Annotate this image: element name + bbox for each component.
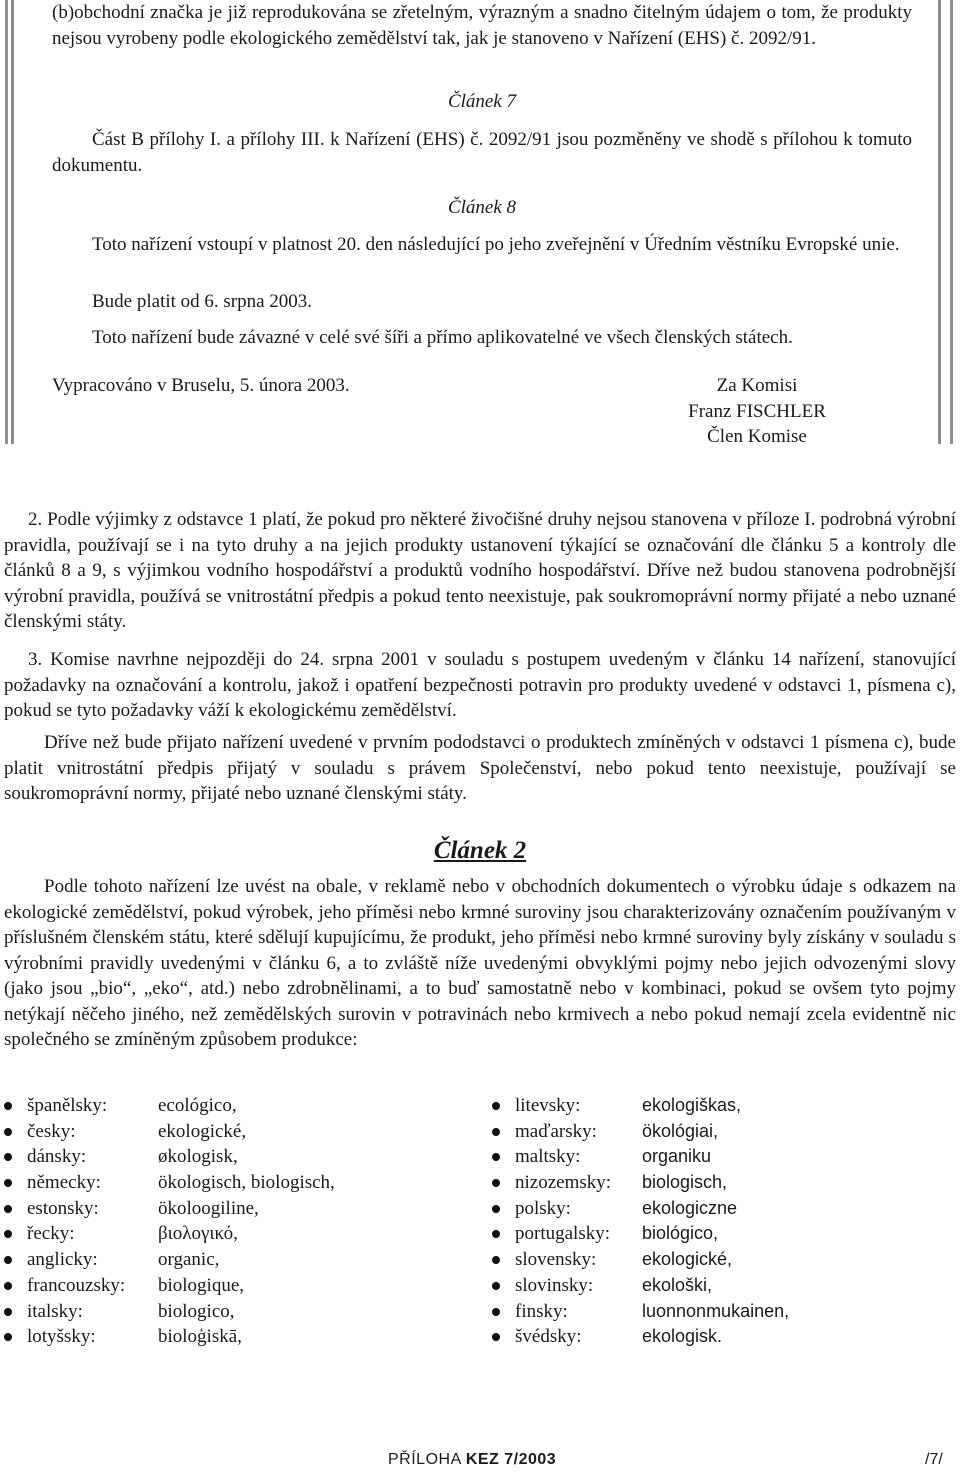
bullet-icon xyxy=(492,1128,500,1136)
binding-statement: Toto nařízení bude závazné v celé své šíři a přímo aplikovatelné ve všech členských státech. xyxy=(92,327,793,348)
list-item: nizozemsky: biologisch, xyxy=(492,1170,912,1196)
done-at: Vypracováno v Bruselu, 5. února 2003. xyxy=(52,375,350,396)
bullet-icon xyxy=(4,1153,12,1161)
bullet-icon xyxy=(492,1333,500,1341)
article-8-text: Toto nařízení vstoupí v platnost 20. den následující po jeho zveřejnění v Úředním věstníku Evropské unie. xyxy=(92,234,900,255)
list-item: maltsky: organiku xyxy=(492,1144,912,1170)
page-number: /7/ xyxy=(925,1451,943,1468)
list-item: česky: ekologické, xyxy=(4,1119,424,1145)
list-item: německy: ökologisch, biologisch, xyxy=(4,1170,424,1196)
list-item: slovensky: ekologické, xyxy=(492,1247,912,1273)
bullet-icon xyxy=(492,1308,500,1316)
list-item: lotyšsky: bioloģiskā, xyxy=(4,1324,424,1350)
bullet-icon xyxy=(492,1230,500,1238)
list-item: španělsky: ecológico, xyxy=(4,1093,424,1119)
list-item: maďarsky: ökológiai, xyxy=(492,1119,912,1145)
signature-line-3: Člen Komise xyxy=(707,426,807,447)
list-item: litevsky: ekologiškas, xyxy=(492,1093,912,1119)
bullet-icon xyxy=(4,1128,12,1136)
list-item: švédsky: ekologisk. xyxy=(492,1324,912,1350)
article-8-heading: Článek 8 xyxy=(447,197,517,218)
bullet-icon xyxy=(492,1282,500,1290)
bullet-icon xyxy=(4,1230,12,1238)
list-item: portugalsky: biológico, xyxy=(492,1221,912,1247)
bullet-icon xyxy=(4,1102,12,1110)
paragraph-b: (b)obchodní značka je již reprodukována se zřetelným, výrazným a snadno čitelným údajem o tom, že produkty nejsou vyrobeny podle ekologického zemědělství tak, jak je stanoveno v Nařízení (EHS) č. 2092/91. xyxy=(52,2,912,49)
signature-line-2: Franz FISCHLER xyxy=(688,400,826,422)
bullet-icon xyxy=(492,1205,500,1213)
paragraph-2: 2. Podle výjimky z odstavce 1 platí, že pokud pro některé živočišné druhy nejsou stanovena v příloze I. podrobná výrobní pravidla, používají se i na tyto druhy a na jejich produkty ustanovení týkající se označování dle článku 5 a kontroly dle článků 8 a 9, s výjimkou vodního hospodářství a produktů vodního hospodářství. Dříve než budou stanovena podrobnější výrobní pravidla, používá se vnitrostátní předpis a pokud tento neexistuje, pak soukromoprávní normy přijaté a nebo uznané členskými státy. xyxy=(4,509,956,632)
list-item: francouzsky: biologique, xyxy=(4,1273,424,1299)
bullet-icon xyxy=(492,1179,500,1187)
footer-issue: KEZ 7/2003 xyxy=(465,1451,557,1468)
bullet-icon xyxy=(4,1179,12,1187)
list-item: estonsky: ökoloogiline, xyxy=(4,1196,424,1222)
article-2-text: Podle tohoto nařízení lze uvést na obale, v reklamě nebo v obchodních dokumentech o výrobku údaje s odkazem na ekologické zemědělství, pokud výrobek, jeho příměsi nebo krmné suroviny jsou charakterizovány označením používaným v příslušném členském státu, které sdělují kupujícímu, že produkt, jeho příměsi nebo krmné suroviny byly získány v souladu s výrobními pravidly uvedenými v článku 6, a to zvláště níže uvedenými obvyklými pojmy nebo jejich odvozenými slovy (jako jsou „bio“, „eko“, atd.) nebo zdrobnělinami, a to buď samostatně nebo v kombinaci, pokud se ovšem tyto pojmy netýkají něčeho jiného, než zemědělských surovin v potravinách nebo krmivech a nebo pokud nemají zcela evidentně nic společného se zmíněným způsobem produkce: xyxy=(4,876,956,1050)
list-item: dánsky: økologisk, xyxy=(4,1144,424,1170)
signature-line-1: Za Komisi xyxy=(716,375,798,396)
list-item: řecky: βιολογικό, xyxy=(4,1221,424,1247)
article-2-heading: Článek 2 xyxy=(433,837,527,864)
list-item: italsky: biologico, xyxy=(4,1299,424,1325)
box-left-border xyxy=(5,0,15,444)
terms-list-right xyxy=(492,1093,912,1350)
footer-prefix: PŘÍLOHA xyxy=(388,1451,461,1468)
terms-list-left xyxy=(4,1093,424,1350)
signature-block xyxy=(652,373,862,450)
article-7-text: Část B přílohy I. a přílohy III. k Nařízení (EHS) č. 2092/91 jsou pozměněny ve shodě s přílohou k tomuto dokumentu. xyxy=(52,129,912,176)
paragraph-4: Dříve než bude přijato nařízení uvedené v prvním pododstavci o produktech zmíněných v odstavci 1 písmena c), bude platit vnitrostátní předpis přijatý v souladu s právem Společenství, nebo pokud tento neexistuje, používají se soukromoprávní normy, přijaté nebo uznané členskými státy. xyxy=(4,732,956,804)
list-item: finsky: luonnonmukainen, xyxy=(492,1299,912,1325)
list-item: anglicky: organic, xyxy=(4,1247,424,1273)
bullet-icon xyxy=(4,1282,12,1290)
bullet-icon xyxy=(492,1102,500,1110)
paragraph-3: 3. Komise navrhne nejpozději do 24. srpna 2001 v souladu s postupem uvedeným v článku 14 nařízení, stanovující požadavky na označování a kontrolu, jakož i opatření bezpečnosti potravin pro produkty uvedené v odstavci 1, písmena c), pokud se tyto požadavky váží k ekologickému zemědělství. xyxy=(4,649,956,721)
valid-from: Bude platit od 6. srpna 2003. xyxy=(92,291,313,312)
box-right-border xyxy=(938,0,948,444)
list-item: slovinsky: ekološki, xyxy=(492,1273,912,1299)
article-7-heading: Článek 7 xyxy=(447,91,517,112)
bullet-icon xyxy=(4,1333,12,1341)
bullet-icon xyxy=(492,1256,500,1264)
bullet-icon xyxy=(4,1205,12,1213)
bullet-icon xyxy=(4,1308,12,1316)
list-item: polsky: ekologiczne xyxy=(492,1196,912,1222)
bullet-icon xyxy=(4,1256,12,1264)
bullet-icon xyxy=(492,1153,500,1161)
footer xyxy=(388,1447,556,1473)
